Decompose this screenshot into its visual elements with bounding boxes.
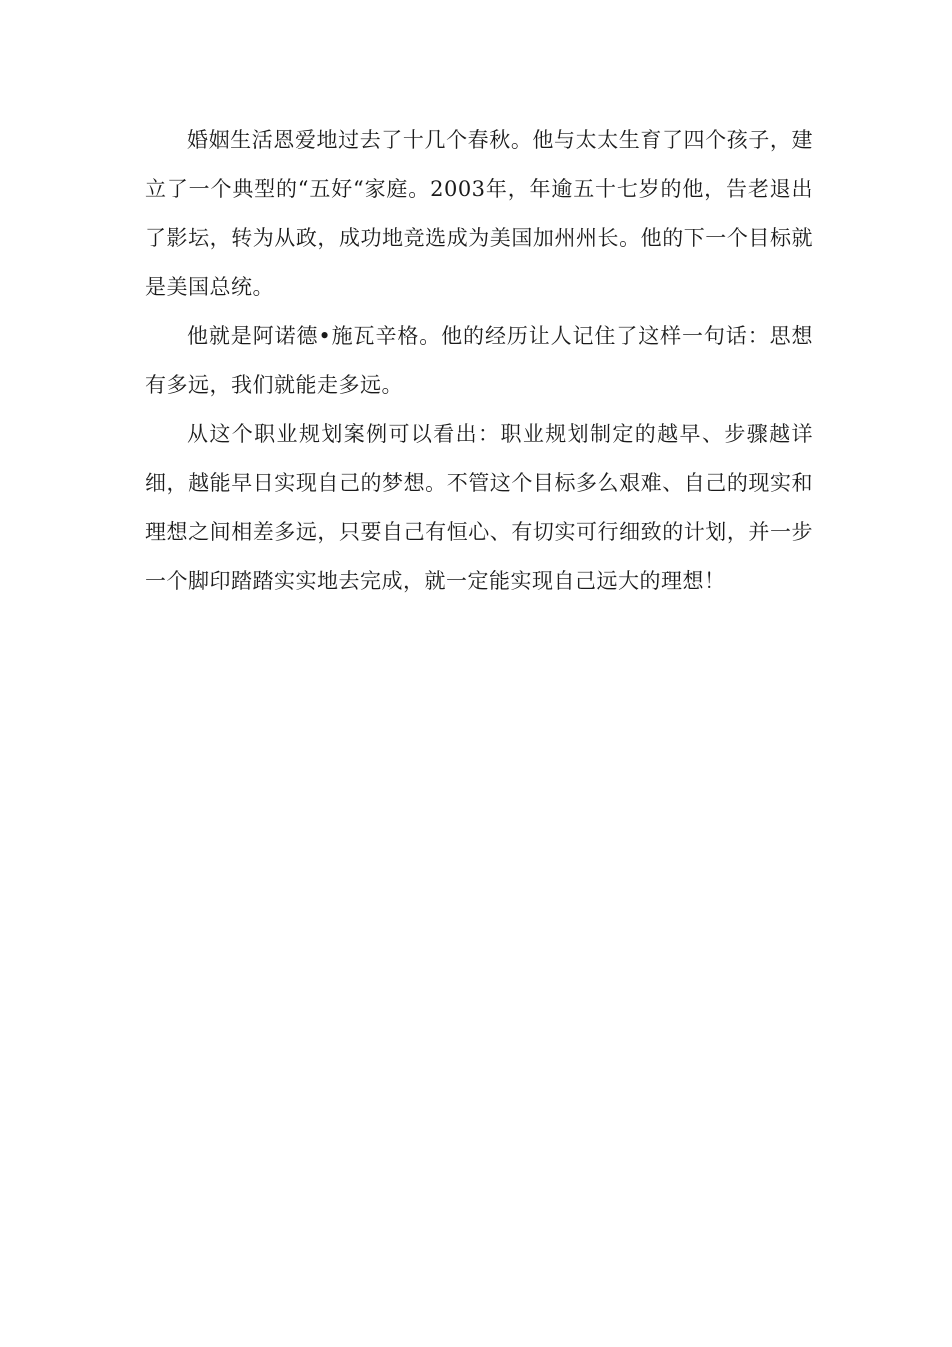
paragraph-career-planning-conclusion: 从这个职业规划案例可以看出：职业规划制定的越早、步骤越详细，越能早日实现自己的梦想。不管这个目标多么艰难、自己的现实和理想之间相差多远，只要自己有恒心、有切实可行细致的计划，并一步一个脚印踏踏实实地去完成，就一定能实现自己远大的理想！ — [145, 422, 813, 593]
document-body — [145, 116, 813, 606]
paragraph-marriage-career: 婚姻生活恩爱地过去了十几个春秋。他与太太生育了四个孩子，建立了一个典型的“五好“家庭。2003年，年逾五十七岁的他，告老退出了影坛，转为从政，成功地竞选成为美国加州州长。他的下一个目标就是美国总统。 — [145, 128, 813, 299]
paragraph-schwarzenegger-quote: 他就是阿诺德•施瓦辛格。他的经历让人记住了这样一句话：思想有多远，我们就能走多远。 — [145, 324, 813, 397]
